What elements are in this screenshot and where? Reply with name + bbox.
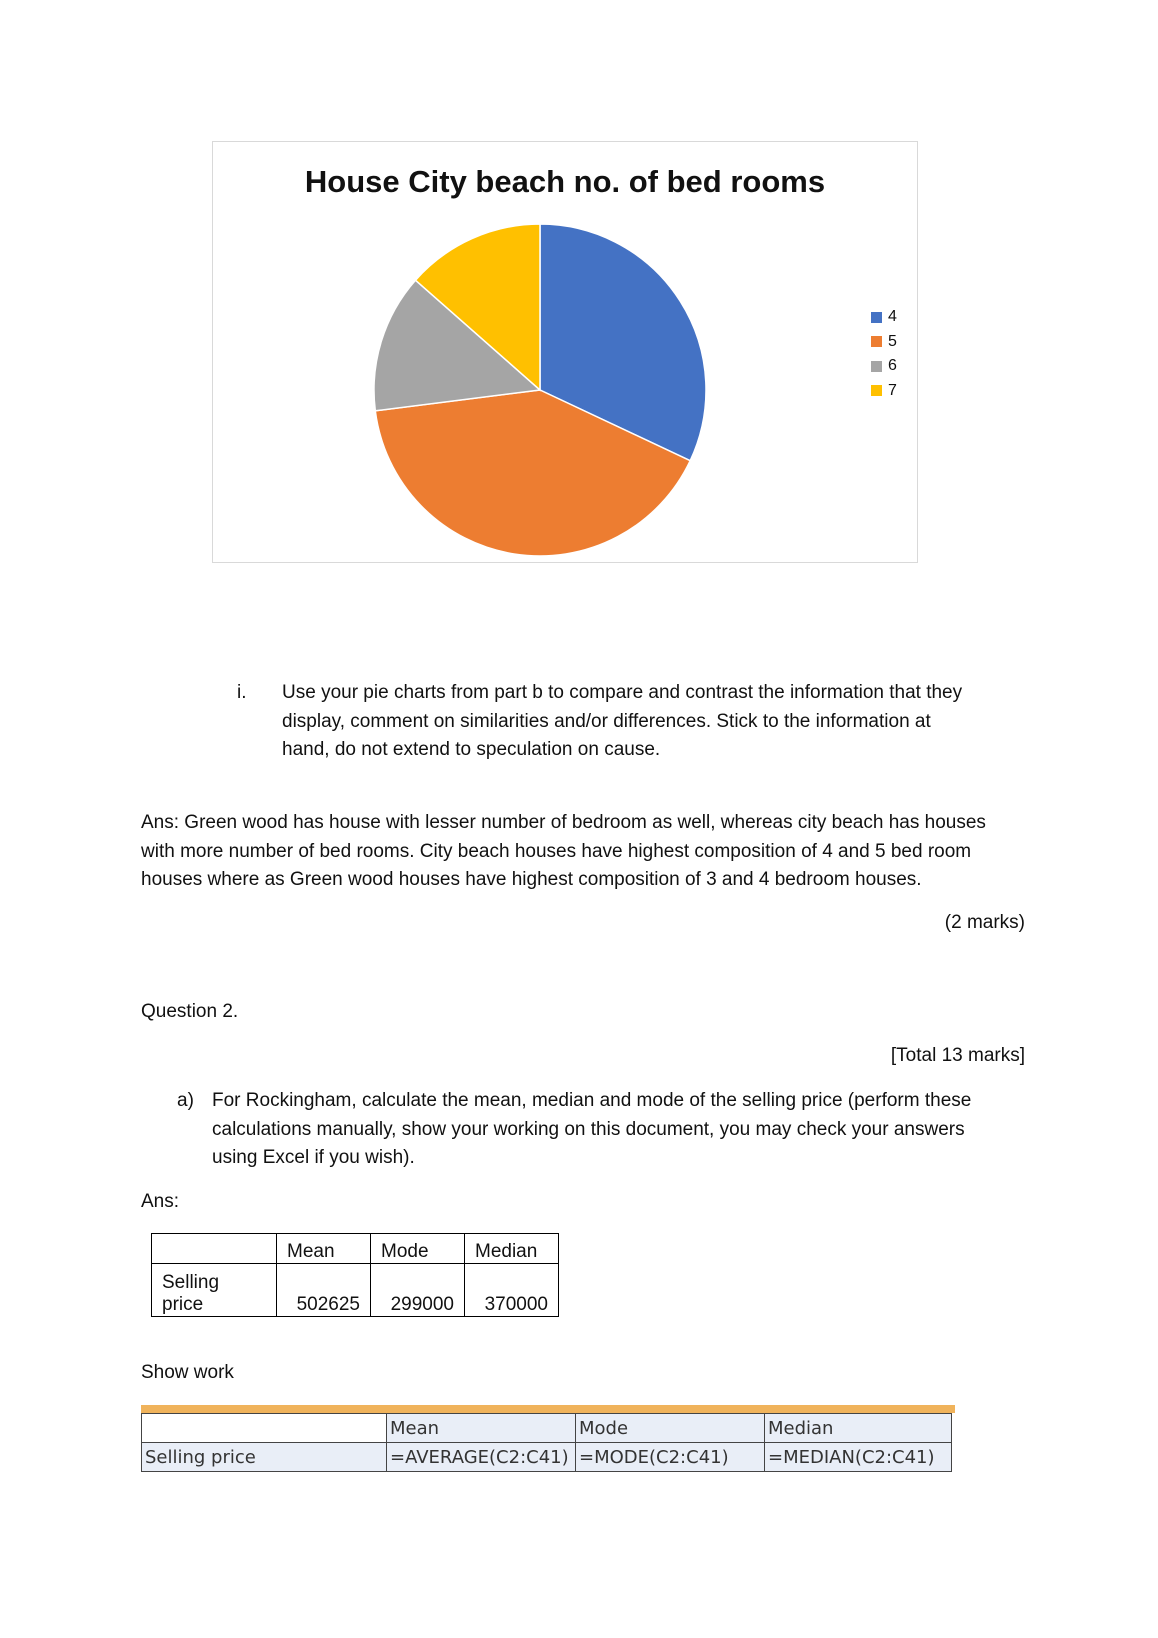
part-a-label: a) — [177, 1090, 194, 1111]
legend-item-4 — [871, 305, 897, 330]
legend-label: 7 — [888, 381, 897, 399]
question-i-line: hand, do not extend to speculation on cause. — [282, 739, 661, 760]
chart-legend — [871, 305, 897, 403]
legend-swatch — [871, 312, 882, 323]
results-mean-value: 502625 — [277, 1264, 371, 1317]
results-row-label — [152, 1264, 277, 1317]
excel-median-formula: =MEDIAN(C2:C41) — [765, 1443, 952, 1472]
legend-label: 5 — [888, 332, 897, 350]
show-work-label: Show work — [141, 1362, 234, 1383]
results-header-mode: Mode — [371, 1234, 465, 1264]
results-table — [151, 1233, 559, 1317]
excel-row-label: Selling price — [142, 1443, 387, 1472]
excel-mean-formula: =AVERAGE(C2:C41) — [387, 1443, 576, 1472]
results-mode-value: 299000 — [371, 1264, 465, 1317]
question-i-line: Use your pie charts from part b to compare and contrast the information that they — [282, 682, 963, 703]
results-table-header-row — [152, 1234, 559, 1264]
answer-i-line: houses where as Green wood houses have highest composition of 3 and 4 bedroom houses. — [141, 869, 922, 890]
question-2-heading: Question 2. — [141, 1001, 239, 1022]
legend-swatch — [871, 385, 882, 396]
excel-header-bar — [141, 1405, 955, 1413]
question-i-text — [282, 679, 1042, 765]
excel-header-row — [142, 1414, 952, 1443]
results-header-median: Median — [465, 1234, 559, 1264]
results-row-label-line2: price — [162, 1294, 204, 1315]
chart-title: House City beach no. of bed rooms — [304, 164, 826, 199]
pie-chart-container — [212, 141, 918, 563]
legend-item-7 — [871, 379, 897, 404]
results-header-cell — [152, 1234, 277, 1264]
part-a-line: For Rockingham, calculate the mean, median and mode of the selling price (perform these — [212, 1090, 972, 1111]
answer-i-text — [141, 809, 1041, 895]
legend-label: 4 — [888, 308, 897, 326]
pie-chart — [213, 142, 919, 564]
answer-i-line: Ans: Green wood has house with lesser number of bedroom as well, whereas city beach has houses — [141, 812, 986, 833]
legend-swatch — [871, 361, 882, 372]
question-i-label: i. — [237, 682, 247, 703]
part-a-text — [212, 1087, 1032, 1173]
legend-label: 6 — [888, 357, 897, 375]
part-a-line: calculations manually, show your working on this document, you may check your answers — [212, 1118, 965, 1140]
excel-header-cell — [142, 1414, 387, 1443]
excel-header-mean: Mean — [387, 1414, 576, 1443]
answer-i-marks: (2 marks) — [944, 912, 1025, 933]
results-table-row — [152, 1264, 559, 1317]
excel-header-median: Median — [765, 1414, 952, 1443]
excel-screenshot — [141, 1405, 955, 1482]
results-header-mean: Mean — [277, 1234, 371, 1264]
excel-mode-formula: =MODE(C2:C41) — [576, 1443, 765, 1472]
legend-item-6 — [871, 354, 897, 379]
question-2-total-marks: [Total 13 marks] — [890, 1045, 1025, 1066]
excel-data-row — [142, 1443, 952, 1472]
excel-header-mode: Mode — [576, 1414, 765, 1443]
answer-i-line: with more number of bed rooms. City beach houses have highest composition of 4 and 5 bed room — [141, 840, 972, 862]
results-row-label-line1: Selling — [162, 1272, 220, 1293]
legend-swatch — [871, 336, 882, 347]
question-i-line: display, comment on similarities and/or differences. Stick to the information at — [282, 710, 931, 732]
answer-2-label: Ans: — [141, 1191, 180, 1212]
excel-grid — [141, 1413, 952, 1472]
part-a-line: using Excel if you wish). — [212, 1147, 415, 1168]
results-median-value: 370000 — [465, 1264, 559, 1317]
legend-item-5 — [871, 330, 897, 355]
